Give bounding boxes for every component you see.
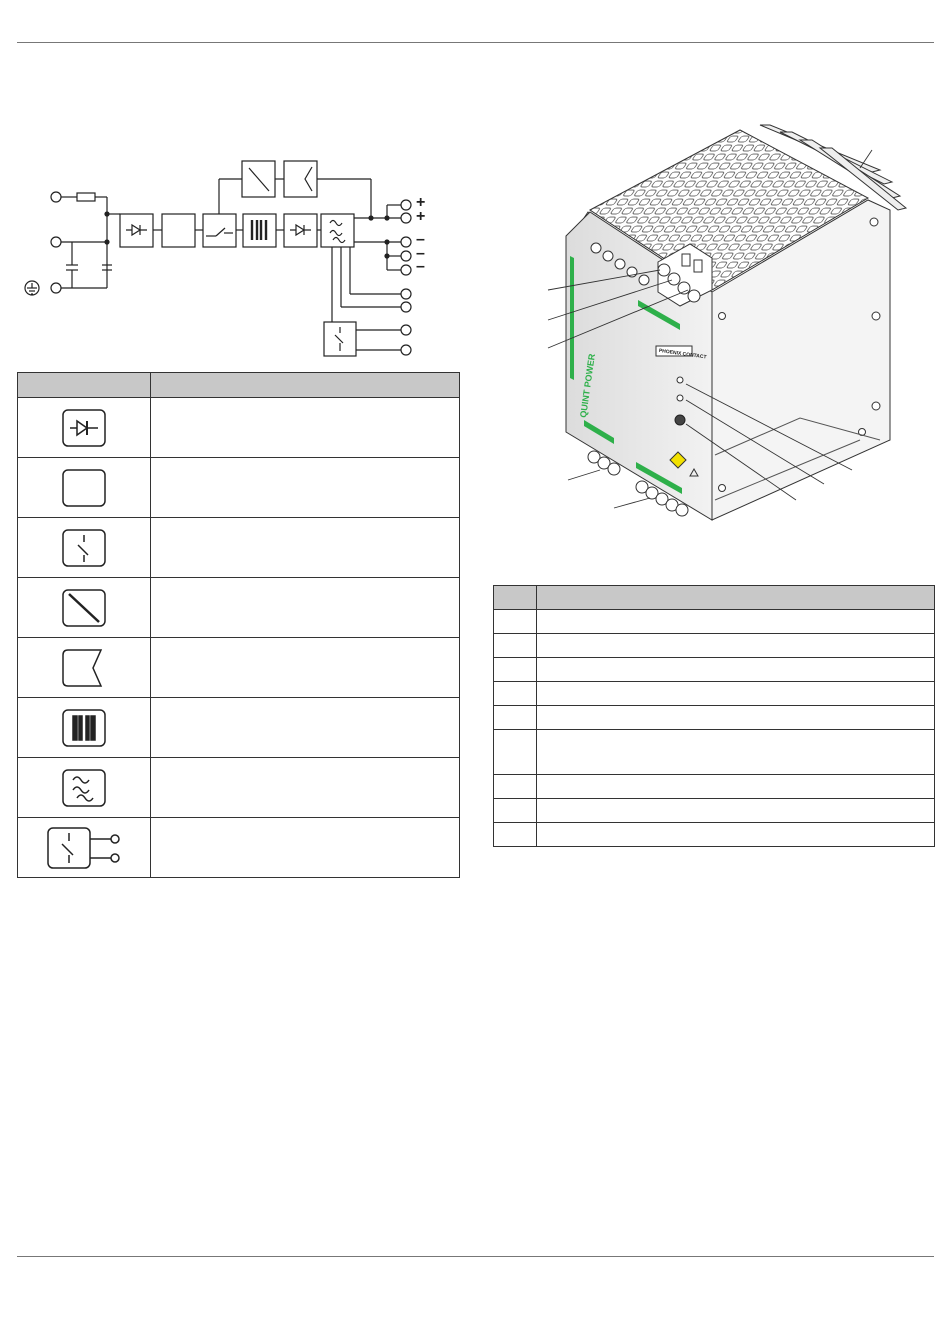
symbol-description — [151, 578, 460, 638]
position-description — [537, 823, 935, 847]
table-row — [18, 758, 460, 818]
table-header-cell — [537, 586, 935, 610]
symbol-table — [17, 372, 460, 878]
table-row — [494, 823, 935, 847]
table-row — [18, 518, 460, 578]
position-description — [537, 730, 935, 775]
table-row — [18, 698, 460, 758]
table-header-cell — [151, 373, 460, 398]
brand-label: QUINT POWER — [578, 353, 597, 419]
rectifier-icon — [61, 408, 107, 448]
symbol-description — [151, 638, 460, 698]
position-description — [537, 634, 935, 658]
table-row — [18, 398, 460, 458]
relay-contact-icon — [46, 826, 122, 870]
position-description — [537, 658, 935, 682]
rectifier-icon — [126, 225, 147, 235]
symbol-description — [151, 758, 460, 818]
symbol-description — [151, 398, 460, 458]
table-row — [18, 458, 460, 518]
symbol-description — [151, 458, 460, 518]
transformer-icon — [61, 708, 107, 748]
table-row — [494, 658, 935, 682]
position-table — [493, 585, 935, 847]
table-row — [18, 638, 460, 698]
filter-block — [321, 214, 354, 247]
table-row — [494, 634, 935, 658]
converter-icon — [61, 588, 107, 628]
filter-icon — [61, 768, 107, 808]
position-description — [537, 799, 935, 823]
manufacturer-logo: PHOENIX CONTACT — [658, 347, 707, 361]
filter-icon — [330, 221, 345, 243]
device-illustration — [540, 120, 940, 530]
symbol-description — [151, 818, 460, 878]
table-row — [18, 578, 460, 638]
table-header-cell — [494, 586, 537, 610]
table-header-row — [494, 586, 935, 610]
table-row — [18, 818, 460, 878]
table-header-row — [18, 373, 460, 398]
relay-contact-icon — [335, 327, 343, 351]
blank-block-icon — [61, 468, 107, 508]
table-row — [494, 610, 935, 634]
symbol-description — [151, 518, 460, 578]
output-label: + — [416, 194, 426, 211]
symbol-description — [151, 698, 460, 758]
fuse-icon — [77, 193, 95, 201]
bottom-rule — [17, 1256, 934, 1257]
ground-icon — [25, 281, 39, 295]
blank-block — [162, 214, 195, 247]
table-row — [494, 799, 935, 823]
position-description — [537, 775, 935, 799]
switch-block — [203, 214, 236, 247]
pfc-block — [284, 161, 317, 197]
output-label: – — [416, 244, 425, 262]
transformer-icon — [252, 220, 266, 240]
table-row — [494, 730, 935, 775]
position-description — [537, 682, 935, 706]
output-terminal-labels — [416, 196, 432, 274]
rectifier-icon — [290, 225, 311, 235]
output-label: – — [416, 231, 425, 248]
switch-icon — [61, 528, 107, 568]
table-row — [494, 706, 935, 730]
position-description — [537, 706, 935, 730]
output-label: + — [416, 207, 426, 225]
table-row — [494, 682, 935, 706]
position-description — [537, 610, 935, 634]
table-header-cell — [18, 373, 151, 398]
transformer-block — [243, 214, 276, 247]
block-diagram — [15, 150, 455, 365]
table-row — [494, 775, 935, 799]
top-rule — [17, 42, 934, 43]
output-label: – — [416, 258, 425, 275]
switch-icon — [206, 228, 233, 236]
pfc-icon — [61, 648, 107, 688]
